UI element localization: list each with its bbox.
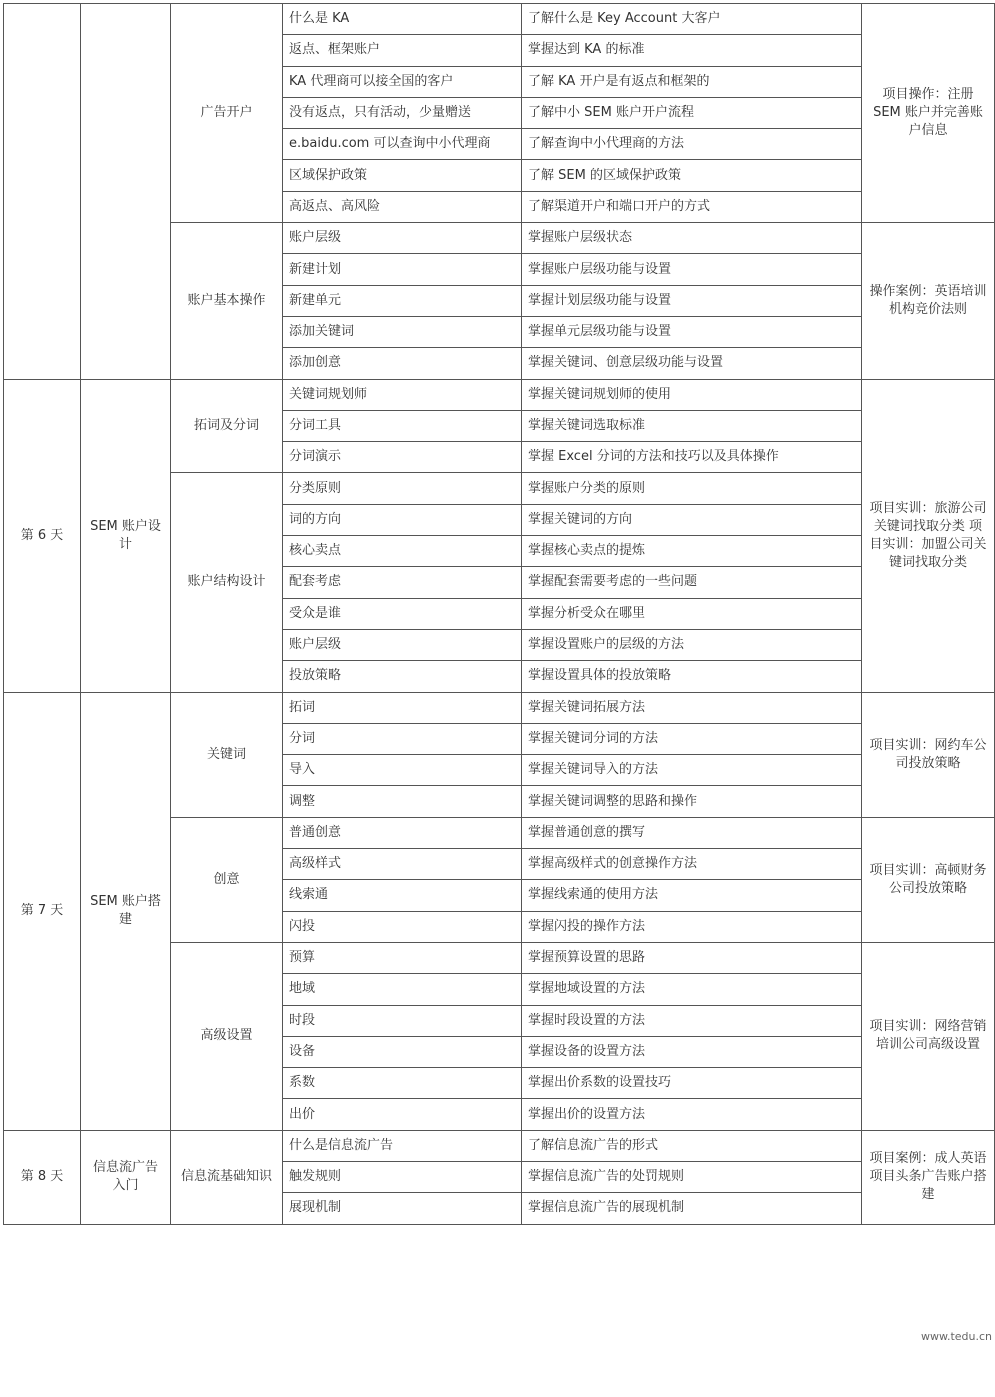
goal-cell: 掌握时段设置的方法 bbox=[522, 1005, 862, 1036]
practice-cell: 操作案例：英语培训机构竞价法则 bbox=[862, 223, 995, 379]
day-cell: 第 8 天 bbox=[4, 1130, 81, 1224]
item-cell: 分词 bbox=[283, 723, 522, 754]
goal-cell: 掌握关键词的方向 bbox=[522, 504, 862, 535]
goal-cell: 掌握高级样式的创意操作方法 bbox=[522, 849, 862, 880]
table-row bbox=[4, 4, 995, 35]
item-cell: 线索通 bbox=[283, 880, 522, 911]
item-cell: 时段 bbox=[283, 1005, 522, 1036]
item-cell: 导入 bbox=[283, 755, 522, 786]
module-cell: 信息流广告入门 bbox=[81, 1130, 171, 1224]
goal-cell: 掌握预算设置的思路 bbox=[522, 942, 862, 973]
item-cell: 添加创意 bbox=[283, 348, 522, 379]
goal-cell: 掌握信息流广告的处罚规则 bbox=[522, 1161, 862, 1192]
practice-cell: 项目实训：网络营销培训公司高级设置 bbox=[862, 942, 995, 1130]
goal-cell: 了解信息流广告的形式 bbox=[522, 1130, 862, 1161]
goal-cell: 了解中小 SEM 账户开户流程 bbox=[522, 97, 862, 128]
item-cell: 返点、框架账户 bbox=[283, 35, 522, 66]
practice-cell: 项目操作：注册 SEM 账户并完善账户信息 bbox=[862, 4, 995, 223]
item-cell: 展现机制 bbox=[283, 1193, 522, 1224]
day-cell: 第 6 天 bbox=[4, 379, 81, 692]
item-cell: 设备 bbox=[283, 1036, 522, 1067]
day-cell bbox=[4, 4, 81, 380]
item-cell: 投放策略 bbox=[283, 661, 522, 692]
goal-cell: 了解 KA 开户是有返点和框架的 bbox=[522, 66, 862, 97]
item-cell: 没有返点，只有活动，少量赠送 bbox=[283, 97, 522, 128]
curriculum-table bbox=[3, 3, 995, 1225]
goal-cell: 掌握出价系数的设置技巧 bbox=[522, 1068, 862, 1099]
item-cell: 预算 bbox=[283, 942, 522, 973]
goal-cell: 掌握关键词调整的思路和操作 bbox=[522, 786, 862, 817]
item-cell: 调整 bbox=[283, 786, 522, 817]
item-cell: 配套考虑 bbox=[283, 567, 522, 598]
practice-cell: 项目实训：旅游公司关键词找取分类 项目实训：加盟公司关键词找取分类 bbox=[862, 379, 995, 692]
goal-cell: 掌握信息流广告的展现机制 bbox=[522, 1193, 862, 1224]
goal-cell: 掌握普通创意的撰写 bbox=[522, 817, 862, 848]
item-cell: 账户层级 bbox=[283, 629, 522, 660]
goal-cell: 掌握账户分类的原则 bbox=[522, 473, 862, 504]
item-cell: 受众是谁 bbox=[283, 598, 522, 629]
item-cell: 触发规则 bbox=[283, 1161, 522, 1192]
item-cell: 关键词规划师 bbox=[283, 379, 522, 410]
item-cell: 普通创意 bbox=[283, 817, 522, 848]
section-cell: 创意 bbox=[171, 817, 283, 942]
goal-cell: 掌握设置具体的投放策略 bbox=[522, 661, 862, 692]
goal-cell: 掌握关键词、创意层级功能与设置 bbox=[522, 348, 862, 379]
goal-cell: 掌握核心卖点的提炼 bbox=[522, 536, 862, 567]
item-cell: KA 代理商可以接全国的客户 bbox=[283, 66, 522, 97]
item-cell: 核心卖点 bbox=[283, 536, 522, 567]
goal-cell: 掌握关键词规划师的使用 bbox=[522, 379, 862, 410]
item-cell: 拓词 bbox=[283, 692, 522, 723]
section-cell: 拓词及分词 bbox=[171, 379, 283, 473]
goal-cell: 掌握关键词分词的方法 bbox=[522, 723, 862, 754]
item-cell: 分词演示 bbox=[283, 442, 522, 473]
table-row bbox=[4, 1130, 995, 1161]
goal-cell: 掌握设备的设置方法 bbox=[522, 1036, 862, 1067]
table-row bbox=[4, 692, 995, 723]
goal-cell: 掌握出价的设置方法 bbox=[522, 1099, 862, 1130]
item-cell: 区域保护政策 bbox=[283, 160, 522, 191]
goal-cell: 掌握地域设置的方法 bbox=[522, 974, 862, 1005]
goal-cell: 掌握计划层级功能与设置 bbox=[522, 285, 862, 316]
item-cell: 出价 bbox=[283, 1099, 522, 1130]
section-cell: 信息流基础知识 bbox=[171, 1130, 283, 1224]
section-cell: 关键词 bbox=[171, 692, 283, 817]
goal-cell: 掌握线索通的使用方法 bbox=[522, 880, 862, 911]
goal-cell: 了解渠道开户和端口开户的方式 bbox=[522, 191, 862, 222]
section-cell: 账户基本操作 bbox=[171, 223, 283, 379]
item-cell: 什么是 KA bbox=[283, 4, 522, 35]
item-cell: 分词工具 bbox=[283, 410, 522, 441]
section-cell: 高级设置 bbox=[171, 942, 283, 1130]
section-cell: 账户结构设计 bbox=[171, 473, 283, 692]
module-cell: SEM 账户搭建 bbox=[81, 692, 171, 1130]
goal-cell: 掌握单元层级功能与设置 bbox=[522, 316, 862, 347]
table-row bbox=[4, 379, 995, 410]
module-cell bbox=[81, 4, 171, 380]
module-cell: SEM 账户设计 bbox=[81, 379, 171, 692]
goal-cell: 掌握分析受众在哪里 bbox=[522, 598, 862, 629]
goal-cell: 掌握闪投的操作方法 bbox=[522, 911, 862, 942]
item-cell: 新建单元 bbox=[283, 285, 522, 316]
footer-url: www.tedu.cn bbox=[920, 1330, 992, 1343]
day-cell: 第 7 天 bbox=[4, 692, 81, 1130]
goal-cell: 了解 SEM 的区域保护政策 bbox=[522, 160, 862, 191]
goal-cell: 掌握账户层级状态 bbox=[522, 223, 862, 254]
item-cell: 添加关键词 bbox=[283, 316, 522, 347]
goal-cell: 了解查询中小代理商的方法 bbox=[522, 129, 862, 160]
goal-cell: 掌握账户层级功能与设置 bbox=[522, 254, 862, 285]
practice-cell: 项目实训：网约车公司投放策略 bbox=[862, 692, 995, 817]
item-cell: 地域 bbox=[283, 974, 522, 1005]
item-cell: 新建计划 bbox=[283, 254, 522, 285]
item-cell: 分类原则 bbox=[283, 473, 522, 504]
goal-cell: 掌握关键词选取标准 bbox=[522, 410, 862, 441]
item-cell: 高返点、高风险 bbox=[283, 191, 522, 222]
item-cell: 高级样式 bbox=[283, 849, 522, 880]
goal-cell: 掌握关键词导入的方法 bbox=[522, 755, 862, 786]
goal-cell: 掌握 Excel 分词的方法和技巧以及具体操作 bbox=[522, 442, 862, 473]
item-cell: 系数 bbox=[283, 1068, 522, 1099]
item-cell: 什么是信息流广告 bbox=[283, 1130, 522, 1161]
goal-cell: 掌握设置账户的层级的方法 bbox=[522, 629, 862, 660]
item-cell: e.baidu.com 可以查询中小代理商 bbox=[283, 129, 522, 160]
section-cell: 广告开户 bbox=[171, 4, 283, 223]
practice-cell: 项目案例：成人英语项目头条广告账户搭建 bbox=[862, 1130, 995, 1224]
item-cell: 闪投 bbox=[283, 911, 522, 942]
practice-cell: 项目实训：高顿财务公司投放策略 bbox=[862, 817, 995, 942]
goal-cell: 掌握关键词拓展方法 bbox=[522, 692, 862, 723]
goal-cell: 掌握配套需要考虑的一些问题 bbox=[522, 567, 862, 598]
item-cell: 词的方向 bbox=[283, 504, 522, 535]
goal-cell: 掌握达到 KA 的标准 bbox=[522, 35, 862, 66]
item-cell: 账户层级 bbox=[283, 223, 522, 254]
goal-cell: 了解什么是 Key Account 大客户 bbox=[522, 4, 862, 35]
